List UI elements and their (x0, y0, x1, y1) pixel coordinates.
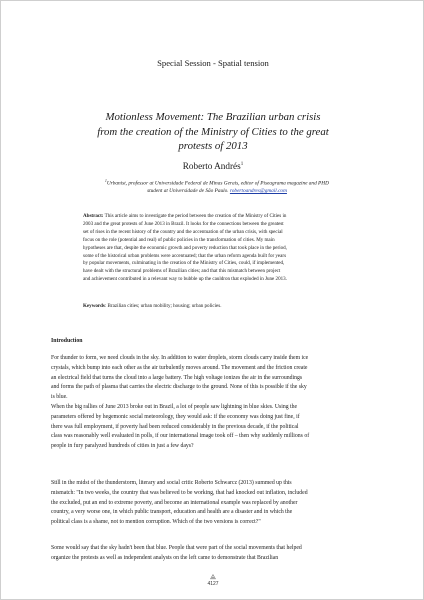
paragraph-line: political class is a shame, not to mention corruption. Which of the two versions is correct?" (51, 519, 261, 526)
abstract-line: 2003 and the great protests of June 2013 in Brazil. It looks for the connections between the greatest (83, 220, 284, 227)
paragraph-line: people in fury paralyzed hundreds of cities in just a few days? (51, 443, 194, 450)
affiliation-line: student at Universidade de São Paulo. (147, 188, 229, 194)
page-number: 4127 (207, 581, 219, 587)
author-name (1, 161, 424, 171)
body-paragraph (51, 479, 376, 528)
paragraph-line: mismatch: "In two weeks, the country that was believed to be working, that had knocked out inflation, included (51, 489, 308, 496)
paper-title (61, 110, 365, 154)
page-footer (1, 574, 424, 587)
keywords-label: Keywords (83, 303, 105, 309)
keywords-text: : Brazilian cities; urban mobility; housing; urban policies. (104, 303, 222, 309)
title-line: Motionless Movement: The Brazilian urban crisis (105, 111, 321, 123)
abstract (83, 213, 355, 284)
author-name-text: Roberto Andrés (182, 161, 241, 171)
paragraph-line: crystals, which bump into each other as the air turbulently moves around. The movement and the friction create (51, 364, 308, 371)
paragraph-line: country, a very worse one, in which public transport, education and health are a disaster and in which the (51, 509, 293, 516)
paragraph-line: For thunder to form, we need clouds in the sky. In addition to water droplets, storm clouds carry inside them ice (51, 355, 309, 361)
footer-logo-icon (210, 574, 216, 580)
author-footnote-mark: 1 (240, 162, 244, 167)
keywords (83, 303, 355, 311)
abstract-line: hypotheses are that, despite the economic growth and poverty reduction that took place in the period, (83, 244, 287, 251)
title-line: from the creation of the Ministry of Cities to the great (97, 125, 329, 138)
paragraph-line: an electrical field that turns the cloud into a large battery. The high voltage ionizes the air in the surroundings (51, 374, 303, 381)
paragraph-line: Some would say that the sky hadn't been that blue. People that were part of the social movements that helped (51, 545, 302, 551)
paragraph-line: class was reasonably well evaluated in polls, if our international image took off – then why suddenly millions of (51, 433, 310, 440)
paragraph-line: and forms the path of plasma that carries the electric discharge to the ground. None of this is possible if the sky (51, 384, 307, 391)
paragraph-line: the excluded, put an end to extreme poverty, and become an international example was replaced by another (51, 499, 298, 506)
abstract-label: Abstract: (83, 213, 104, 219)
author-email-link[interactable]: robertoandres@gmail.com (229, 188, 287, 194)
session-header: Special Session - Spatial tension (157, 58, 269, 68)
title-line: protests of 2013 (178, 140, 248, 152)
abstract-line: by popular movements, culminating in the creation of the Ministry of Cities, could, if implemented, (83, 260, 285, 267)
abstract-line: and achievement contributed in a relevant way to bubble up the cauldron that exploded in June 2013. (83, 276, 287, 283)
body-paragraph (51, 544, 376, 564)
body-paragraph (51, 354, 376, 403)
section-heading: Introduction (51, 338, 83, 344)
abstract-line: This article aims to investigate the period between the creation of the Ministry of Cities in (103, 213, 287, 219)
abstract-line: have dealt with the structural problems of Brazilian cities; and that this mismatch between project (83, 268, 281, 275)
paragraph-line: organize the protests as well as independent analysts on the left came to demonstrate that Brazilian (51, 554, 279, 561)
abstract-line: set of rises in the recent history of the country and the accentuation of the urban crisis, with special (83, 228, 283, 235)
affiliation-footnote-mark: 1 (105, 179, 107, 183)
body-paragraph (51, 403, 376, 452)
paragraph-line: Still in the midst of the thunderstorm, literary and social critic Roberto Schwarcz (2013) summed up this (51, 480, 292, 486)
paragraph-line: is blue. (51, 394, 68, 401)
paragraph-line: When the big rallies of June 2013 broke out in Brazil, a lot of people saw lightning in blue skies. Using the (51, 404, 298, 410)
abstract-line: some of the historical urban problems were accentuated; that the urban reform agenda built for years (83, 252, 287, 259)
affiliation-line: Urbanist, professor at Universidade Federal de Minas Gerais, editor of Piseagrama magazine and PHD (106, 180, 329, 187)
author-affiliation (83, 178, 351, 196)
abstract-line: focus on the role (potential and real) of public policies in the transformation of cities. My main (83, 236, 275, 243)
paragraph-line: parameters offered by hegemonic social meteorology, they would ask: if the economy was doing just fine, if (51, 413, 300, 420)
paragraph-line: there was full employment, if poverty had been reduced considerably in the previous decade, if the political (51, 423, 299, 430)
